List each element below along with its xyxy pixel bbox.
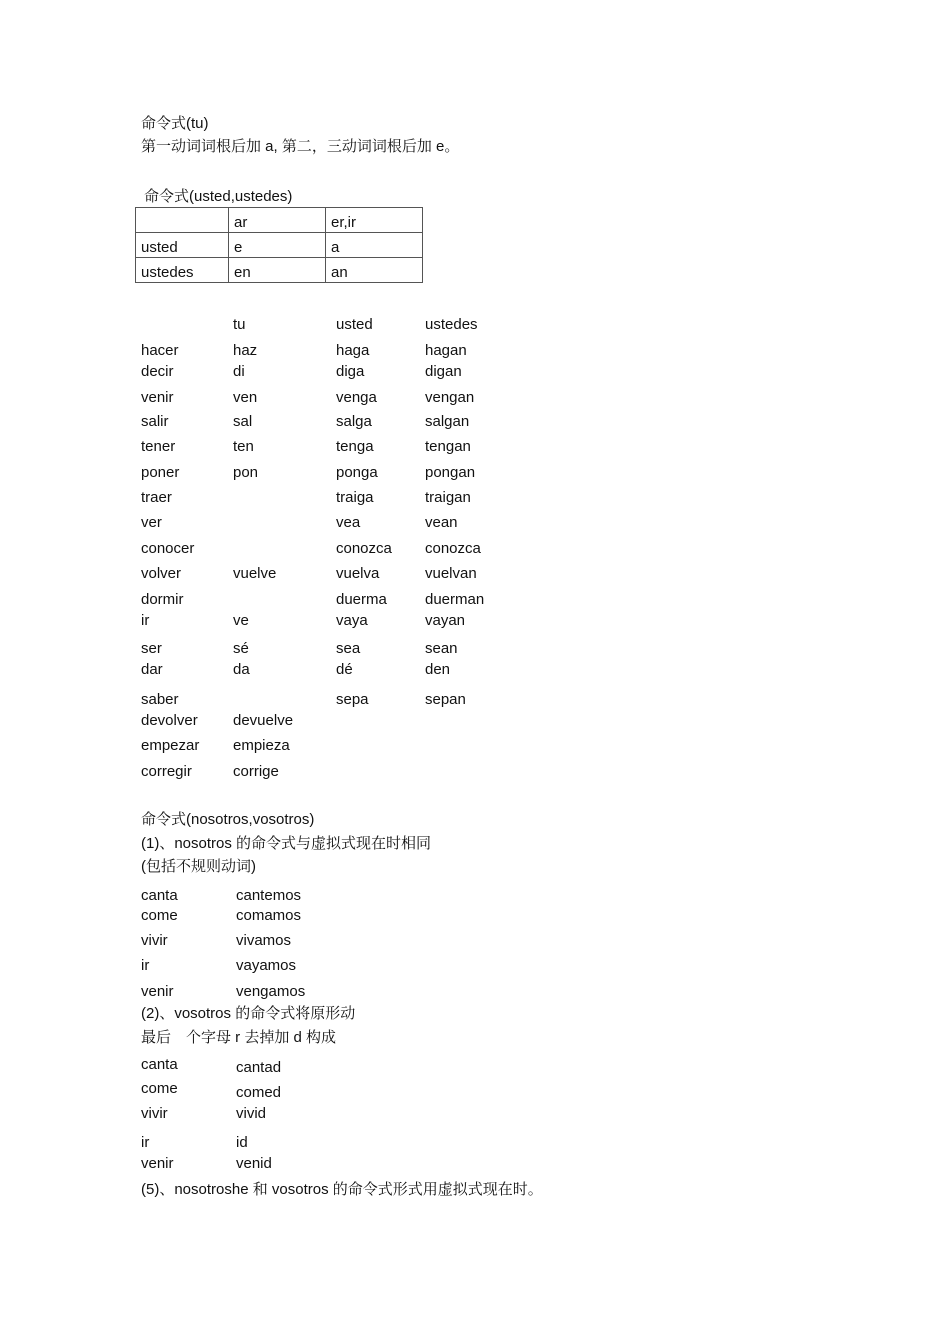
- verb-infinitive: volver: [141, 565, 182, 582]
- verb-infinitive: ser: [141, 640, 162, 657]
- verb-form: pongan: [425, 464, 476, 481]
- table-cell: an: [326, 258, 423, 283]
- verb-form: vuelve: [233, 565, 277, 582]
- verb-form: traiga: [336, 489, 374, 506]
- verb-form: vuelva: [336, 565, 380, 582]
- table-cell: en: [229, 258, 326, 283]
- verb-form: haz: [233, 342, 258, 359]
- table-row: [136, 233, 423, 258]
- verb-form: di: [233, 363, 245, 380]
- verb-form: hagan: [425, 342, 467, 359]
- verb-command: vivamos: [236, 932, 292, 949]
- verb-form: vayan: [425, 612, 466, 629]
- verb-form: vaya: [336, 612, 368, 629]
- verb-form: vengan: [425, 389, 475, 406]
- verb-form: sean: [425, 640, 458, 657]
- verb-form: conozca: [336, 540, 392, 557]
- vosotros-rule-continued: 最后 个字母 r 去掉加 d 构成: [141, 1029, 337, 1046]
- verb-command: venid: [236, 1155, 272, 1172]
- verb-command: vayamos: [236, 957, 297, 974]
- verb-form: sé: [233, 640, 249, 657]
- ending-table: [135, 207, 423, 283]
- verb-form: sea: [336, 640, 361, 657]
- verb-form: salga: [336, 413, 372, 430]
- vosotros-rule: (2)、vosotros 的命令式将原形动: [141, 1005, 356, 1022]
- verb-form: corrige: [233, 763, 279, 780]
- summary-rule: (5)、nosotroshe 和 vosotros 的命令式形式用虚拟式现在时。: [141, 1181, 543, 1198]
- verb-form: vea: [336, 514, 361, 531]
- verb-infinitive: dar: [141, 661, 163, 678]
- table-row: [136, 258, 423, 283]
- verb-form: empieza: [233, 737, 290, 754]
- verb-base: ir: [141, 957, 150, 974]
- verb-form: venga: [336, 389, 377, 406]
- verb-base: canta: [141, 1056, 178, 1073]
- verb-form: den: [425, 661, 451, 678]
- verb-infinitive: devolver: [141, 712, 198, 729]
- verb-form: duerman: [425, 591, 485, 608]
- verb-form: ve: [233, 612, 249, 629]
- verb-infinitive: decir: [141, 363, 174, 380]
- verb-infinitive: conocer: [141, 540, 195, 557]
- verb-form: ven: [233, 389, 258, 406]
- table-cell: er,ir: [326, 208, 423, 233]
- verb-base: venir: [141, 1155, 174, 1172]
- verb-command: vivid: [236, 1105, 267, 1122]
- verb-form: vuelvan: [425, 565, 477, 582]
- verb-infinitive: empezar: [141, 737, 200, 754]
- nosotros-rule: (1)、nosotros 的命令式与虚拟式现在时相同: [141, 835, 432, 852]
- verb-infinitive: poner: [141, 464, 180, 481]
- verb-form: devuelve: [233, 712, 294, 729]
- verb-command: vengamos: [236, 983, 306, 1000]
- table-cell: ar: [229, 208, 326, 233]
- table-cell: e: [229, 233, 326, 258]
- verb-form: tengan: [425, 438, 471, 455]
- verb-base: vivir: [141, 932, 168, 949]
- verb-base: come: [141, 1080, 178, 1097]
- verb-command: comed: [236, 1084, 282, 1101]
- verb-base: ir: [141, 1134, 150, 1151]
- verb-form: ten: [233, 438, 254, 455]
- verb-infinitive: ver: [141, 514, 162, 531]
- verb-base: vivir: [141, 1105, 168, 1122]
- verb-infinitive: ir: [141, 612, 150, 629]
- verb-form: conozca: [425, 540, 481, 557]
- verb-command: comamos: [236, 907, 302, 924]
- verb-infinitive: traer: [141, 489, 172, 506]
- column-header-usted: usted: [336, 316, 373, 333]
- verb-form: vean: [425, 514, 458, 531]
- verb-base: canta: [141, 887, 178, 904]
- column-header-tu: tu: [233, 316, 246, 333]
- verb-infinitive: tener: [141, 438, 176, 455]
- tu-heading: 命令式(tu): [141, 115, 209, 132]
- verb-form: dé: [336, 661, 353, 678]
- verb-base: venir: [141, 983, 174, 1000]
- verb-infinitive: dormir: [141, 591, 184, 608]
- verb-infinitive: venir: [141, 389, 174, 406]
- verb-form: salgan: [425, 413, 470, 430]
- verb-form: sepan: [425, 691, 466, 708]
- verb-base: come: [141, 907, 178, 924]
- verb-form: haga: [336, 342, 370, 359]
- verb-infinitive: corregir: [141, 763, 192, 780]
- usted-heading: 命令式(usted,ustedes): [144, 188, 293, 205]
- verb-infinitive: hacer: [141, 342, 179, 359]
- verb-command: cantemos: [236, 887, 302, 904]
- verb-command: id: [236, 1134, 248, 1151]
- table-cell: a: [326, 233, 423, 258]
- table-cell: ustedes: [136, 258, 229, 283]
- verb-command: cantad: [236, 1059, 282, 1076]
- table-header-row: [136, 208, 423, 233]
- verb-form: tenga: [336, 438, 374, 455]
- verb-form: digan: [425, 363, 462, 380]
- nosotros-heading: 命令式(nosotros,vosotros): [141, 811, 315, 828]
- table-cell: [136, 208, 229, 233]
- verb-form: da: [233, 661, 250, 678]
- table-cell: usted: [136, 233, 229, 258]
- verb-form: duerma: [336, 591, 387, 608]
- verb-form: ponga: [336, 464, 378, 481]
- verb-form: sal: [233, 413, 253, 430]
- verb-form: diga: [336, 363, 365, 380]
- nosotros-note: (包括不规则动词): [141, 858, 256, 875]
- verb-infinitive: saber: [141, 691, 179, 708]
- verb-form: sepa: [336, 691, 369, 708]
- tu-rule: 第一动词词根后加 a, 第二，三动词词根后加 e。: [141, 138, 460, 155]
- verb-infinitive: salir: [141, 413, 169, 430]
- verb-form: pon: [233, 464, 259, 481]
- column-header-ustedes: ustedes: [425, 316, 478, 333]
- verb-form: traigan: [425, 489, 471, 506]
